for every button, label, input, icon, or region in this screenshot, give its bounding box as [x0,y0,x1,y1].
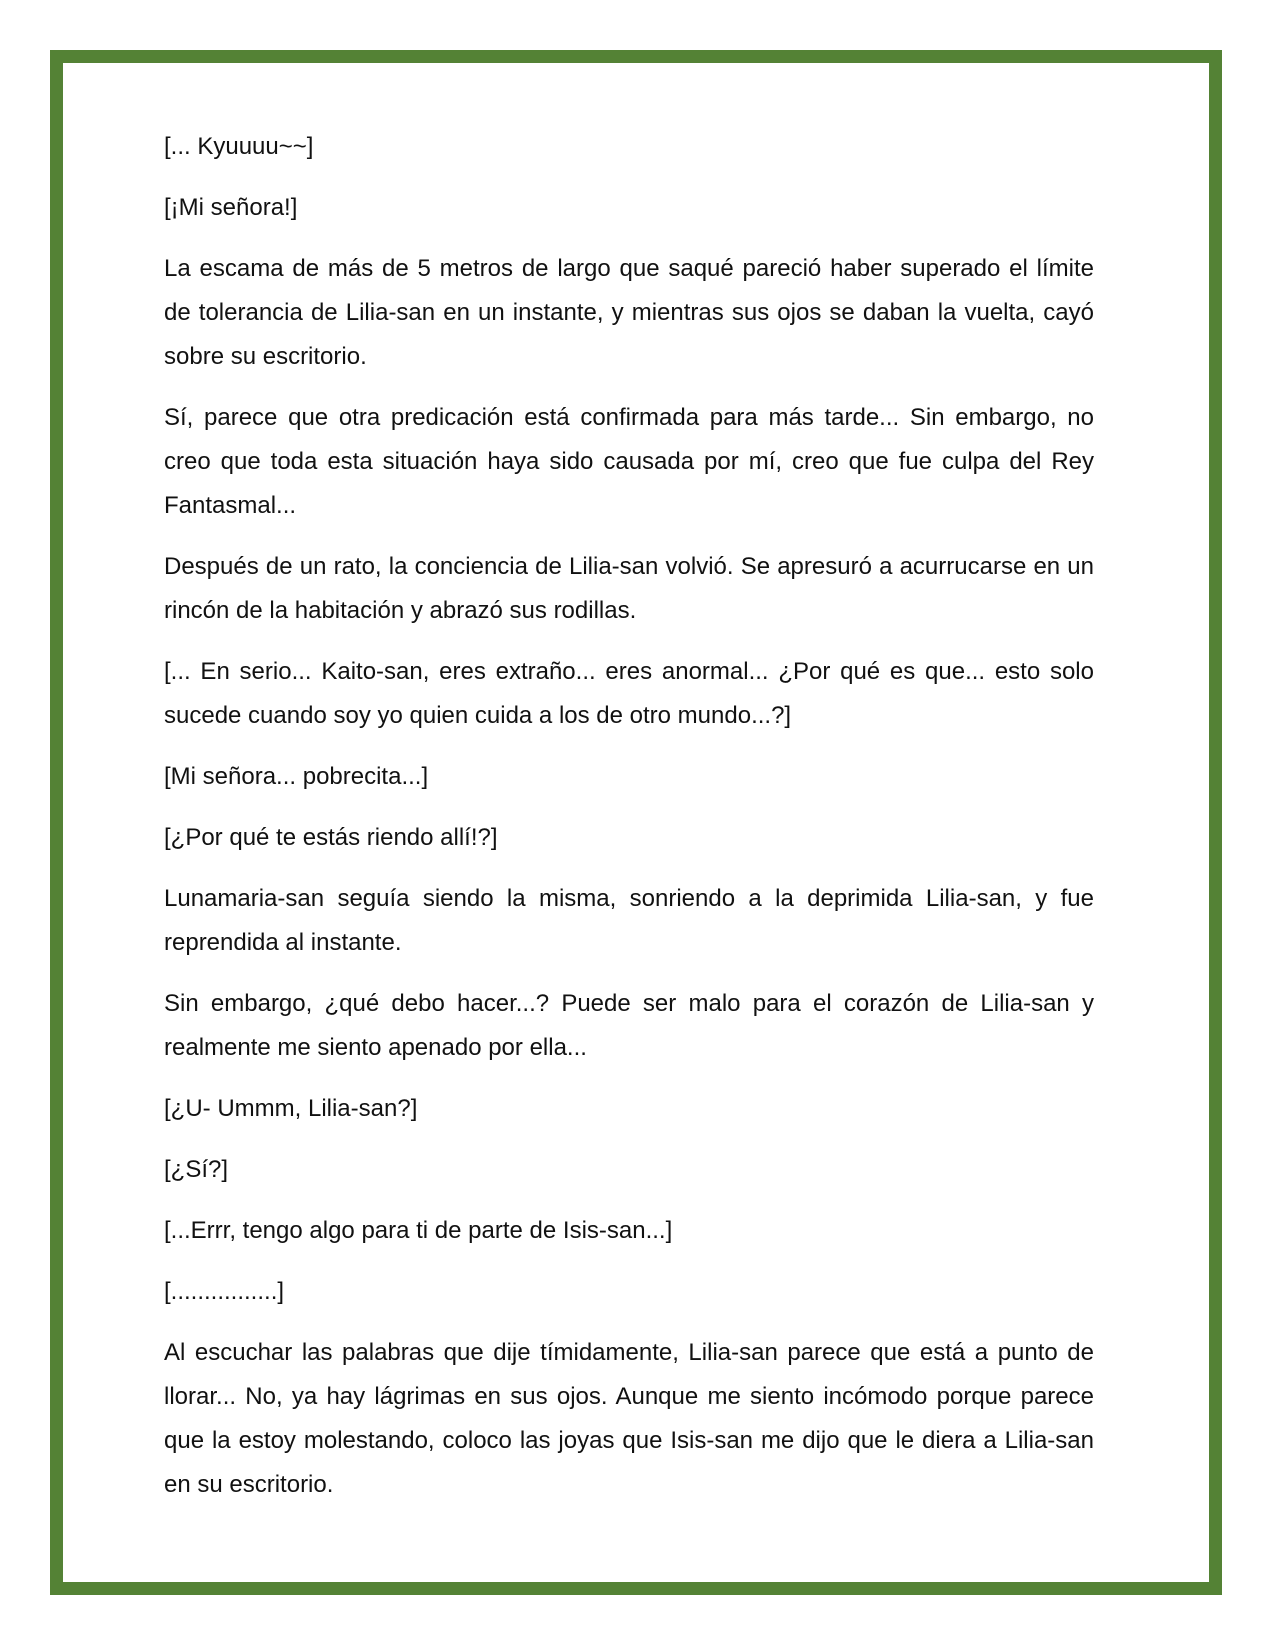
paragraph: La escama de más de 5 metros de largo que saqué pareció haber superado el límite de tolerancia de Lilia-san en un instante, y mientras sus ojos se daban la vuelta, cayó sobre su escritorio. [164,255,1094,370]
paragraph: Sí, parece que otra predicación está confirmada para más tarde... Sin embargo, no creo que toda esta situación haya sido causada por mí, creo que fue culpa del Rey Fantasmal... [164,404,1094,519]
paragraph: [Mi señora... pobrecita...] [164,763,429,790]
paragraph: Al escuchar las palabras que dije tímidamente, Lilia-san parece que está a punto de llorar... No, ya hay lágrimas en sus ojos. Aunque me siento incómodo porque parece que la estoy molestando, coloco las joyas que Isis-san me dijo que le diera a Lilia-san en su escritorio. [164,1339,1094,1498]
paragraph: [¿Por qué te estás riendo allí!?] [164,824,498,851]
paragraph: [¿U- Ummm, Lilia-san?] [164,1095,418,1122]
paragraph: [¡Mi señora!] [164,194,298,221]
paragraph: Después de un rato, la conciencia de Lilia-san volvió. Se apresuró a acurrucarse en un rincón de la habitación y abrazó sus rodillas. [164,553,1094,624]
document-body [164,125,1094,1524]
paragraph: [¿Sí?] [164,1156,229,1183]
paragraph: [................] [164,1278,285,1305]
paragraph: Lunamaria-san seguía siendo la misma, sonriendo a la deprimida Lilia-san, y fue reprendida al instante. [164,885,1094,956]
paragraph: [...Errr, tengo algo para ti de parte de Isis-san...] [164,1217,673,1244]
paragraph: Sin embargo, ¿qué debo hacer...? Puede ser malo para el corazón de Lilia-san y realmente me siento apenado por ella... [164,990,1094,1061]
paragraph: [... En serio... Kaito-san, eres extraño... eres anormal... ¿Por qué es que... esto solo sucede cuando soy yo quien cuida a los de otro mundo...?] [164,658,1094,729]
paragraph: [... Kyuuuu~~] [164,133,314,160]
